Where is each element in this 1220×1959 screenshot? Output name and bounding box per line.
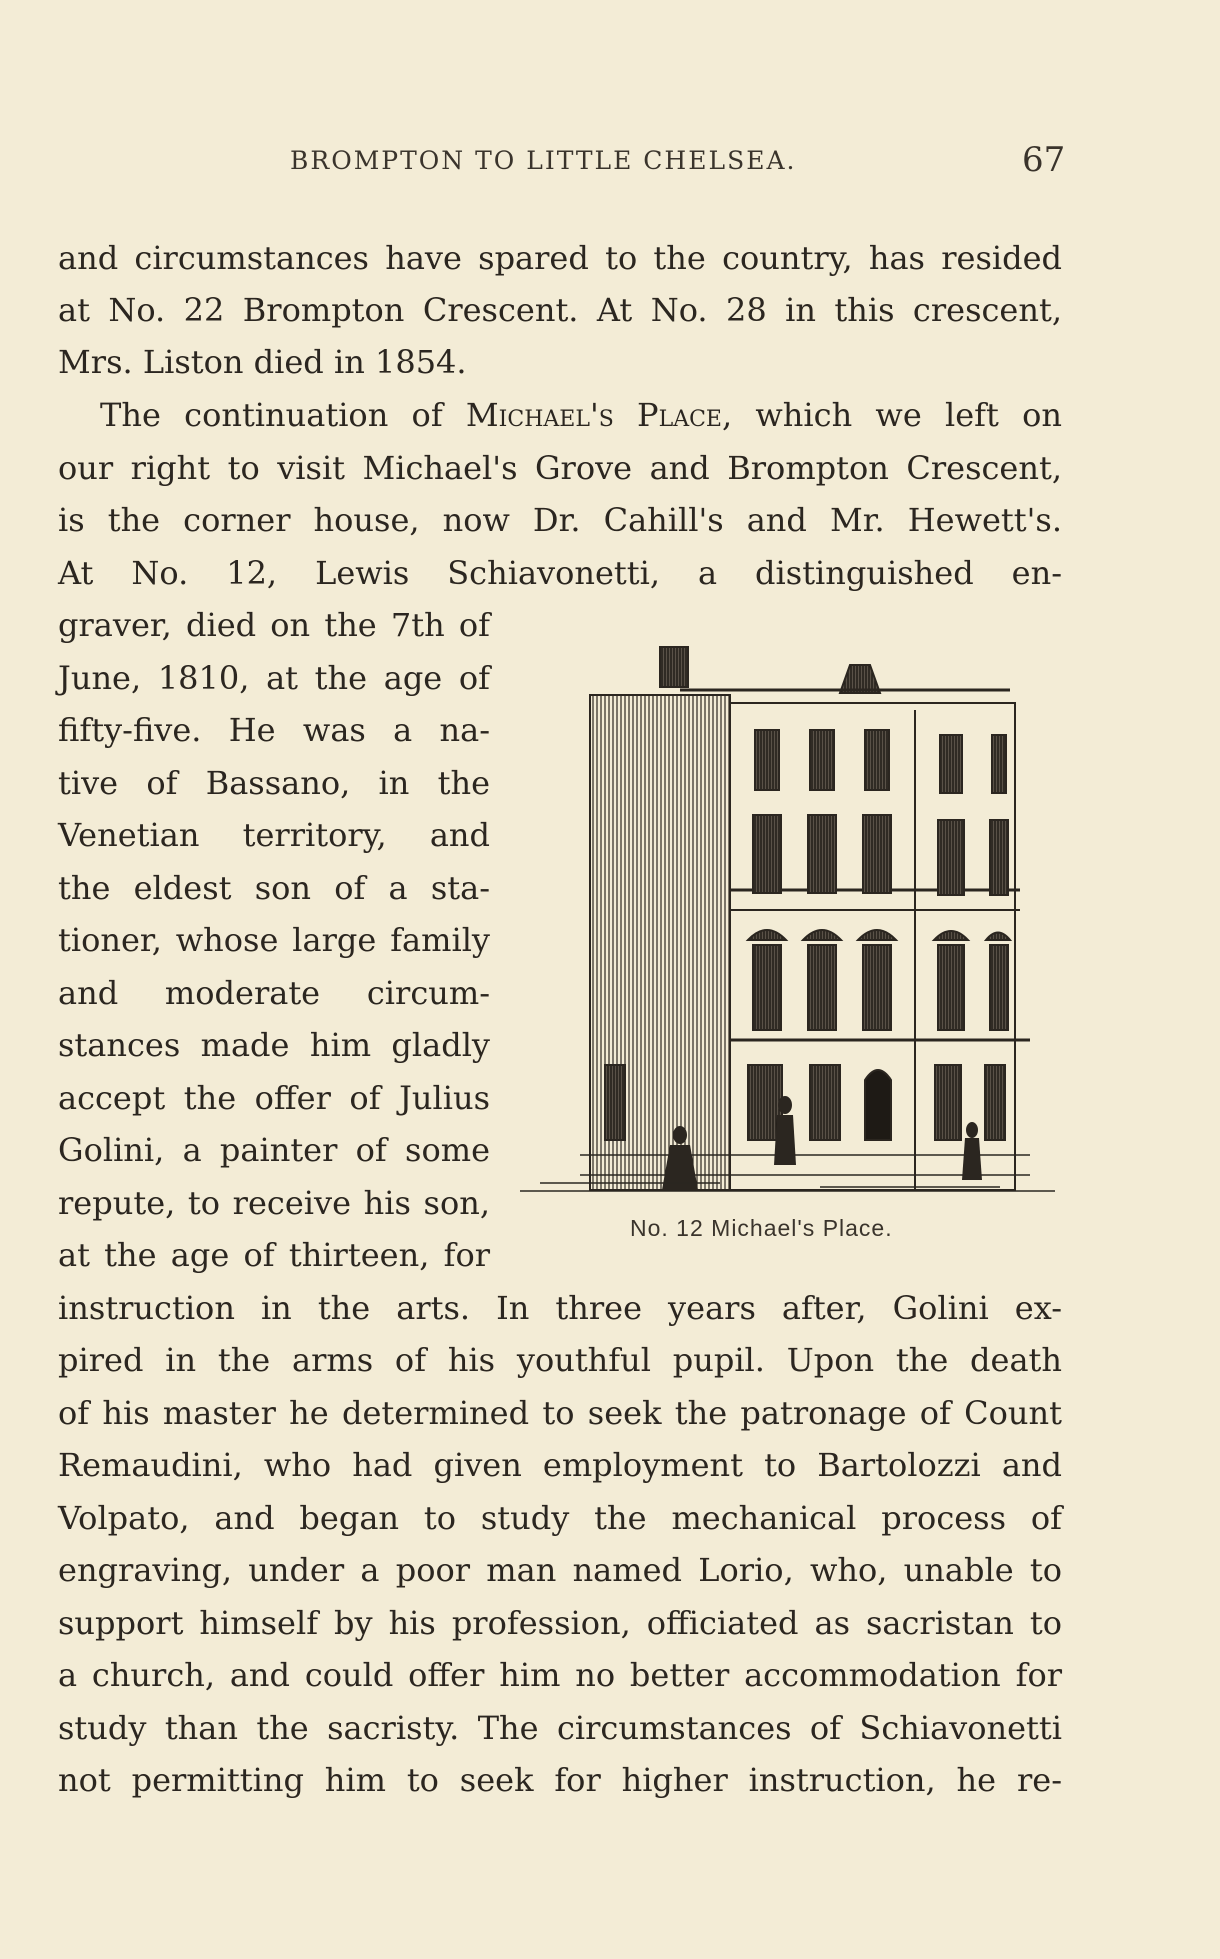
text-line: Mrs. Liston died in 1854.: [58, 343, 467, 381]
text-line: at the age of thirteen, for: [58, 1236, 490, 1274]
text-line: repute, to receive his son,: [58, 1184, 490, 1222]
text-line: of his master he determined to seek the patronage of Count: [58, 1394, 1062, 1432]
chimney-left: [660, 647, 688, 687]
text-line: At No. 12, Lewis Schiavonetti, a distinguished en-: [58, 554, 1062, 592]
text-line: graver, died on the 7th of: [58, 606, 490, 644]
text-line: support himself by his profession, officiated as sacristan to: [58, 1604, 1062, 1642]
text-line: the eldest son of a sta-: [58, 869, 490, 907]
text-line: not permitting him to seek for higher instruction, he re-: [58, 1761, 1062, 1799]
text-fragment: which we left on: [755, 396, 1062, 434]
text-line: engraving, under a poor man named Lorio, who, unable to: [58, 1551, 1062, 1589]
text-line-with-small-caps: [58, 389, 1062, 441]
building-engraving: [520, 635, 1055, 1195]
text-line: Golini, a painter of some: [58, 1131, 490, 1169]
text-line: study than the sacristy. The circumstances of Schiavonetti: [58, 1709, 1062, 1747]
page-number: 67: [1022, 140, 1066, 180]
text-line: June, 1810, at the age of: [58, 659, 490, 697]
text-line: fifty-five. He was a na-: [58, 711, 490, 749]
text-fragment: The continuation of: [100, 396, 443, 434]
text-line: accept the offer of Julius: [58, 1079, 490, 1117]
text-line: stances made him gladly: [58, 1026, 490, 1064]
text-line: a church, and could offer him no better accommodation for: [58, 1656, 1062, 1694]
text-line: pired in the arms of his youthful pupil. Upon the death: [58, 1341, 1062, 1379]
text-line: Venetian territory, and: [58, 816, 490, 854]
text-line: is the corner house, now Dr. Cahill's and Mr. Hewett's.: [58, 501, 1062, 539]
text-line: instruction in the arts. In three years after, Golini ex-: [58, 1289, 1062, 1327]
text-line: our right to visit Michael's Grove and Brompton Crescent,: [58, 449, 1062, 487]
text-line: Volpato, and began to study the mechanical process of: [58, 1499, 1062, 1537]
place-name-small-caps: Michael's Place,: [465, 396, 733, 434]
running-head: BROMPTON TO LITTLE CHELSEA.: [290, 146, 797, 175]
text-line: tioner, whose large family: [58, 921, 490, 959]
figure-caption: No. 12 Michael's Place.: [630, 1215, 893, 1241]
text-line: and moderate circum-: [58, 974, 490, 1012]
text-line: at No. 22 Brompton Crescent. At No. 28 in this crescent,: [58, 291, 1062, 329]
text-line: Remaudini, who had given employment to Bartolozzi and: [58, 1446, 1062, 1484]
text-line: tive of Bassano, in the: [58, 764, 490, 802]
text-line: and circumstances have spared to the country, has resided: [58, 239, 1062, 277]
